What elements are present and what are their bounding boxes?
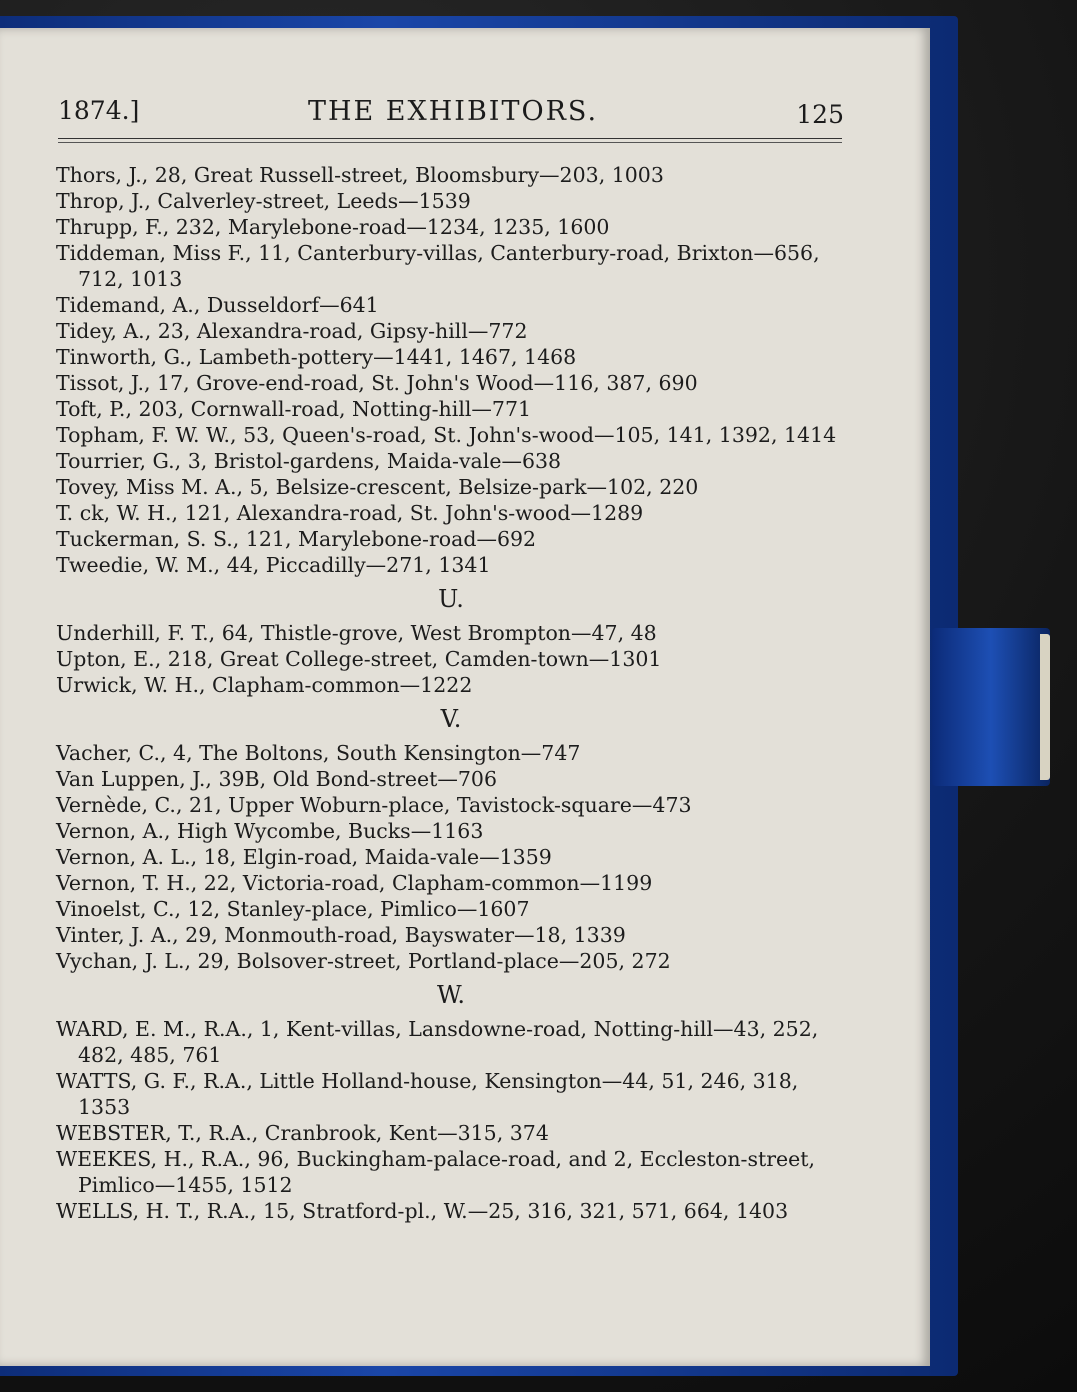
exhibitor-entry: Tidemand, A., Dusseldorf—641 [56, 293, 379, 317]
exhibitor-entry: WEEKES, H., R.A., 96, Buckingham-palace-road, and 2, Eccleston-street, Pimlico—1455, 1512 [56, 1147, 816, 1197]
exhibitor-entry: Tinworth, G., Lambeth-pottery—1441, 1467, 1468 [56, 345, 577, 369]
exhibitor-entry: WELLS, H. T., R.A., 15, Stratford-pl., W.—25, 316, 321, 571, 664, 1403 [56, 1199, 789, 1223]
exhibitor-entry: Vernon, A., High Wycombe, Bucks—1163 [56, 819, 484, 843]
exhibitor-entry: Thrupp, F., 232, Marylebone-road—1234, 1235, 1600 [56, 215, 610, 239]
exhibitor-entry: Underhill, F. T., 64, Thistle-grove, West Brompton—47, 48 [56, 621, 657, 645]
exhibitor-entry: Urwick, W. H., Clapham-common—1222 [56, 673, 473, 697]
exhibitor-entry: T. ck, W. H., 121, Alexandra-road, St. John's-wood—1289 [56, 501, 644, 525]
section-letter: V. [440, 705, 462, 733]
exhibitor-entry: Vernon, A. L., 18, Elgin-road, Maida-vale—1359 [56, 845, 552, 869]
section-letter: W. [436, 981, 466, 1009]
exhibitor-entry: WATTS, G. F., R.A., Little Holland-house, Kensington—44, 51, 246, 318, 1353 [56, 1069, 799, 1119]
exhibitor-entry: Tweedie, W. M., 44, Piccadilly—271, 1341 [56, 553, 491, 577]
exhibitor-entry: Van Luppen, J., 39B, Old Bond-street—706 [56, 767, 498, 791]
header-year: 1874.] [58, 96, 140, 125]
header-rule [58, 138, 842, 139]
page-number: 125 [796, 100, 844, 129]
page-header [58, 96, 848, 136]
exhibitor-entry: Vacher, C., 4, The Boltons, South Kensington—747 [56, 741, 581, 765]
header-title: THE EXHIBITORS. [307, 96, 599, 127]
exhibitor-entry: Tissot, J., 17, Grove-end-road, St. John's Wood—116, 387, 690 [56, 371, 698, 395]
exhibitor-entry: WARD, E. M., R.A., 1, Kent-villas, Lansdowne-road, Notting-hill—43, 252, 482, 485, 761 [56, 1017, 819, 1067]
exhibitor-entry: Vinoelst, C., 12, Stanley-place, Pimlico—1607 [56, 897, 530, 921]
exhibitor-entry: Tiddeman, Miss F., 11, Canterbury-villas, Canterbury-road, Brixton—656, 712, 1013 [56, 241, 820, 291]
exhibitor-entry: Toft, P., 203, Cornwall-road, Notting-hill—771 [56, 397, 532, 421]
exhibitor-entry: Upton, E., 218, Great College-street, Camden-town—1301 [56, 647, 662, 671]
exhibitor-entry: Tidey, A., 23, Alexandra-road, Gipsy-hill—772 [56, 319, 528, 343]
exhibitor-entry: Throp, J., Calverley-street, Leeds—1539 [56, 189, 471, 213]
clasp-tip [1040, 634, 1050, 780]
exhibitor-entry: Tourrier, G., 3, Bristol-gardens, Maida-vale—638 [56, 449, 562, 473]
header-rule-thin [58, 142, 842, 143]
exhibitor-entry: Vinter, J. A., 29, Monmouth-road, Bayswater—18, 1339 [56, 923, 626, 947]
exhibitor-entry: Thors, J., 28, Great Russell-street, Bloomsbury—203, 1003 [56, 163, 664, 187]
exhibitor-entry: WEBSTER, T., R.A., Cranbrook, Kent—315, 374 [56, 1121, 549, 1145]
exhibitor-entry: Vychan, J. L., 29, Bolsover-street, Portland-place—205, 272 [56, 949, 671, 973]
exhibitor-list [56, 162, 846, 1224]
book-clasp [932, 628, 1050, 786]
exhibitor-entry: Tovey, Miss M. A., 5, Belsize-crescent, Belsize-park—102, 220 [56, 475, 699, 499]
exhibitor-entry: Tuckerman, S. S., 121, Marylebone-road—692 [56, 527, 537, 551]
exhibitor-entry: Topham, F. W. W., 53, Queen's-road, St. John's-wood—105, 141, 1392, 1414 [56, 423, 837, 447]
exhibitor-entry: Vernon, T. H., 22, Victoria-road, Clapham-common—1199 [56, 871, 653, 895]
section-letter: U. [438, 585, 464, 613]
exhibitor-entry: Vernède, C., 21, Upper Woburn-place, Tavistock-square—473 [56, 793, 692, 817]
